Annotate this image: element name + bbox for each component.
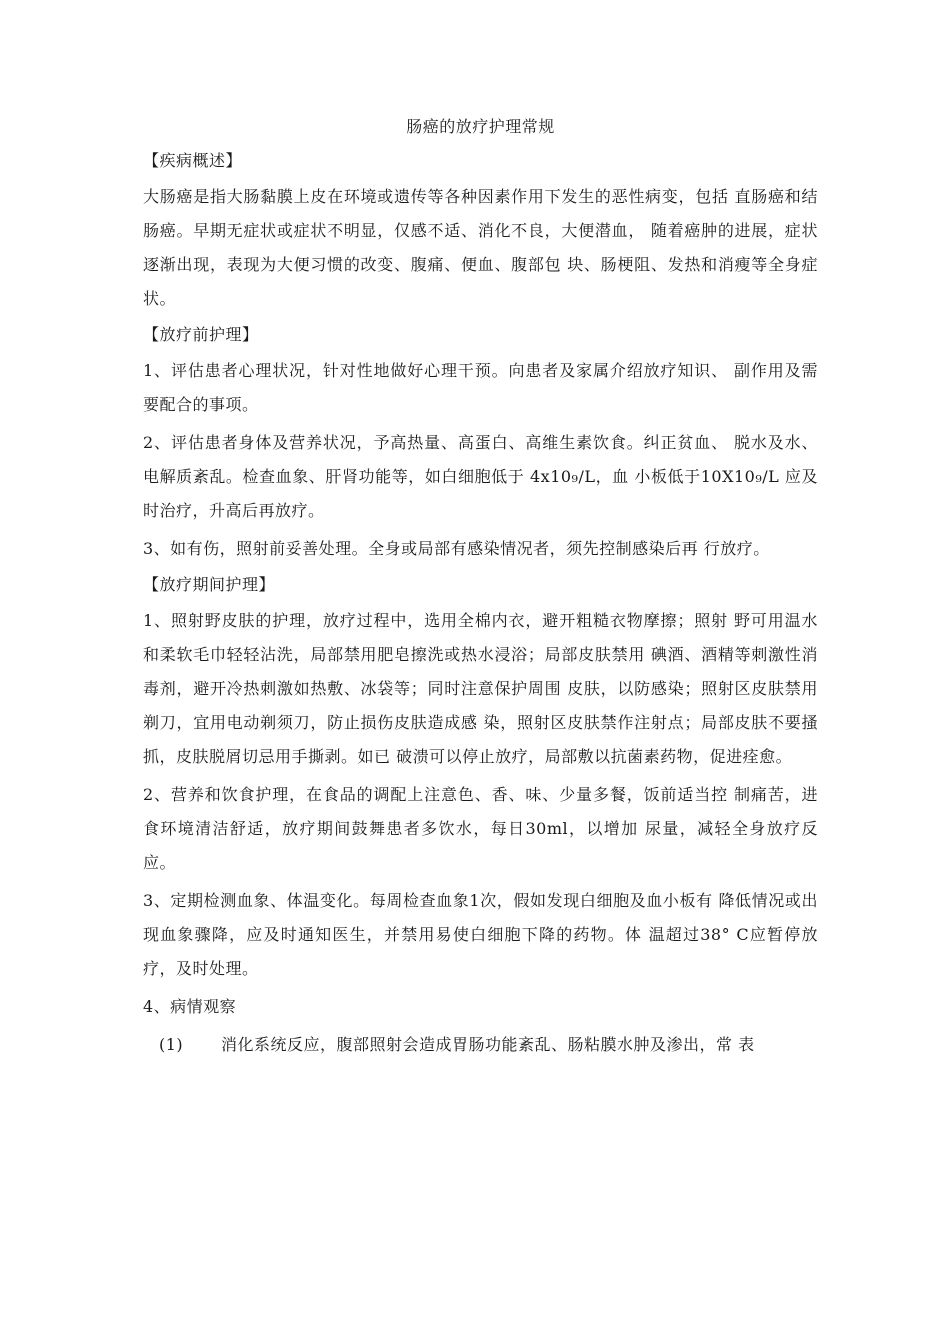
sub-item-number: (1) — [159, 1035, 184, 1054]
sub-item-text: 消化系统反应，腹部照射会造成胃肠功能紊乱、肠粘膜水肿及渗出，常 表 — [221, 1035, 755, 1054]
overview-paragraph: 大肠癌是指大肠黏膜上皮在环境或遗传等各种因素作用下发生的恶性病变，包括 直肠癌和结肠癌。早期无症状或症状不明显，仅感不适、消化不良，大便潜血， 随着癌肿的进展，症状逐渐出现，表现为大便习惯的改变、腹痛、便血、腹部包 块、肠梗阻、发热和消瘦等全身症状。 — [143, 187, 818, 308]
during-care-item-3: 3、定期检测血象、体温变化。每周检查血象1次，假如发现白细胞及血小板有 降低情况或出现血象骤降，应及时通知医生，并禁用易使白细胞下降的药物。体 温超过38° C应暂停放疗，及时处理。 — [143, 891, 818, 978]
document-title: 肠癌的放疗护理常规 — [406, 117, 555, 136]
pre-care-item-1: 1、评估患者心理状况，针对性地做好心理干预。向患者及家属介绍放疗知识、 副作用及需要配合的事项。 — [143, 361, 818, 414]
pre-care-item-2: 2、评估患者身体及营养状况，予高热量、高蛋白、高维生素饮食。纠正贫血、 脱水及水、电解质紊乱。检查血象、肝肾功能等，如白细胞低于 4x10₉/L，血 小板低于10X10₉/L 应及时治疗，升高后再放疗。 — [143, 433, 818, 520]
section-heading-pre-care: 【放疗前护理】 — [143, 325, 259, 344]
section-heading-overview: 【疾病概述】 — [143, 151, 243, 170]
section-heading-during-care: 【放疗期间护理】 — [143, 575, 276, 594]
during-care-item-2: 2、营养和饮食护理，在食品的调配上注意色、香、味、少量多餐，饭前适当控 制痛苦，进食环境清洁舒适，放疗期间鼓舞患者多饮水，每日30ml，以增加 尿量，减轻全身放疗反应。 — [143, 785, 818, 872]
during-care-item-1: 1、照射野皮肤的护理，放疗过程中，选用全棉内衣，避开粗糙衣物摩擦；照射 野可用温水和柔软毛巾轻轻沾洗，局部禁用肥皂擦洗或热水浸浴；局部皮肤禁用 碘酒、酒精等刺激性消毒剂，避开冷热刺激如热敷、冰袋等；同时注意保护周围 皮肤，以防感染；照射区皮肤禁用剃刀，宜用电动剃须刀，防止损伤皮肤造成感 染，照射区皮肤禁作注射点；局部皮肤不要搔抓，皮肤脱屑切忌用手撕剥。如已 破溃可以停止放疗，局部敷以抗菌素药物，促进痊愈。 — [143, 611, 818, 766]
observation-sub-item-1 — [143, 1028, 818, 1062]
during-care-item-4: 4、病情观察 — [143, 997, 237, 1016]
pre-care-item-3: 3、如有伤，照射前妥善处理。全身或局部有感染情况者，须先控制感染后再 行放疗。 — [143, 539, 770, 558]
document-body — [143, 112, 818, 1062]
